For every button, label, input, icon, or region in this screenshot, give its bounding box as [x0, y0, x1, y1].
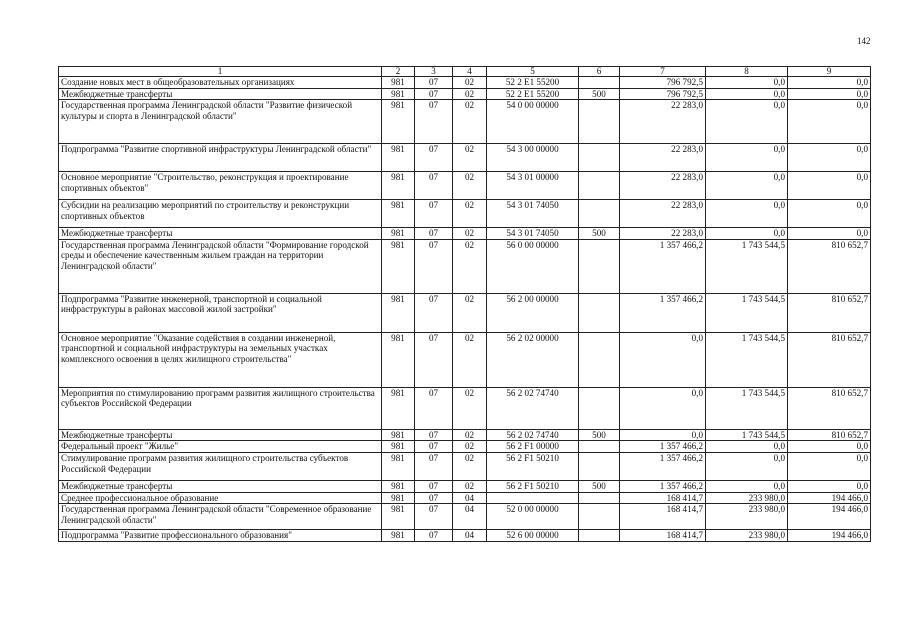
row-grbs: 981	[382, 172, 415, 200]
table-row	[59, 200, 871, 228]
table-header-row	[59, 67, 871, 77]
row-amount-year1: 168 414,7	[620, 530, 706, 542]
row-amount-year2: 0,0	[706, 480, 788, 492]
row-name: Государственная программа Ленинградской области "Развитие физической культуры и спорта в Ленинградской области"	[59, 100, 382, 144]
row-target-code: 56 2 F1 50210	[487, 480, 579, 492]
row-amount-year1: 1 357 466,2	[620, 480, 706, 492]
row-section: 07	[415, 429, 453, 441]
row-section: 07	[415, 441, 453, 453]
row-target-code: 54 3 00 00000	[487, 144, 579, 172]
row-amount-year1: 22 283,0	[620, 200, 706, 228]
column-header: 1	[59, 67, 382, 77]
row-grbs: 981	[382, 88, 415, 100]
row-expense-type	[579, 77, 620, 89]
row-expense-type: 500	[579, 480, 620, 492]
row-expense-type	[579, 293, 620, 332]
row-section: 07	[415, 387, 453, 429]
row-amount-year1: 796 792,5	[620, 77, 706, 89]
row-amount-year1: 22 283,0	[620, 100, 706, 144]
row-section: 07	[415, 88, 453, 100]
row-grbs: 981	[382, 530, 415, 542]
row-grbs: 981	[382, 441, 415, 453]
column-header: 5	[487, 67, 579, 77]
row-amount-year3: 194 466,0	[788, 530, 871, 542]
row-amount-year1: 0,0	[620, 387, 706, 429]
row-amount-year3: 810 652,7	[788, 293, 871, 332]
row-expense-type	[579, 200, 620, 228]
row-name: Межбюджетные трансферты	[59, 429, 382, 441]
row-name: Федеральный проект "Жилье"	[59, 441, 382, 453]
row-subsection: 02	[453, 387, 487, 429]
table-row	[59, 293, 871, 332]
table-row	[59, 332, 871, 387]
row-target-code: 56 2 02 74740	[487, 387, 579, 429]
row-subsection: 02	[453, 200, 487, 228]
row-grbs: 981	[382, 332, 415, 387]
table-row	[59, 441, 871, 453]
row-amount-year3: 0,0	[788, 77, 871, 89]
row-amount-year3: 0,0	[788, 480, 871, 492]
row-expense-type: 500	[579, 429, 620, 441]
row-amount-year2: 233 980,0	[706, 492, 788, 504]
row-section: 07	[415, 480, 453, 492]
row-amount-year3: 0,0	[788, 100, 871, 144]
row-section: 07	[415, 530, 453, 542]
row-expense-type: 500	[579, 88, 620, 100]
row-section: 07	[415, 452, 453, 480]
table-row	[59, 480, 871, 492]
row-name: Межбюджетные трансферты	[59, 88, 382, 100]
row-amount-year3: 0,0	[788, 172, 871, 200]
row-amount-year2: 0,0	[706, 452, 788, 480]
row-section: 07	[415, 332, 453, 387]
row-subsection: 02	[453, 77, 487, 89]
row-subsection: 02	[453, 441, 487, 453]
table-row	[59, 239, 871, 293]
row-amount-year2: 1 743 544,5	[706, 332, 788, 387]
row-amount-year2: 0,0	[706, 441, 788, 453]
row-grbs: 981	[382, 293, 415, 332]
row-subsection: 02	[453, 100, 487, 144]
row-amount-year3: 810 652,7	[788, 239, 871, 293]
row-grbs: 981	[382, 77, 415, 89]
row-section: 07	[415, 77, 453, 89]
table-row	[59, 452, 871, 480]
row-section: 07	[415, 293, 453, 332]
row-amount-year1: 1 357 466,2	[620, 293, 706, 332]
row-subsection: 02	[453, 88, 487, 100]
row-amount-year2: 0,0	[706, 77, 788, 89]
row-section: 07	[415, 144, 453, 172]
table-row	[59, 429, 871, 441]
row-amount-year2: 0,0	[706, 172, 788, 200]
row-amount-year2: 233 980,0	[706, 504, 788, 530]
row-expense-type	[579, 172, 620, 200]
row-amount-year3: 810 652,7	[788, 429, 871, 441]
row-name: Государственная программа Ленинградской области "Формирование городской среды и обеспечение качественным жильем граждан на территории Ленинградской области"	[59, 239, 382, 293]
row-name: Субсидии на реализацию мероприятий по строительству и реконструкции спортивных объектов	[59, 200, 382, 228]
row-section: 07	[415, 228, 453, 240]
row-expense-type	[579, 332, 620, 387]
row-grbs: 981	[382, 144, 415, 172]
row-expense-type	[579, 239, 620, 293]
row-target-code: 54 0 00 00000	[487, 100, 579, 144]
row-amount-year1: 0,0	[620, 332, 706, 387]
row-name: Подпрограмма "Развитие спортивной инфраструктуры Ленинградской области"	[59, 144, 382, 172]
table-row	[59, 88, 871, 100]
row-amount-year2: 0,0	[706, 88, 788, 100]
row-expense-type: 500	[579, 228, 620, 240]
table-row	[59, 530, 871, 542]
row-target-code: 54 3 01 74050	[487, 228, 579, 240]
column-header: 7	[620, 67, 706, 77]
row-target-code: 52 0 00 00000	[487, 504, 579, 530]
row-expense-type	[579, 530, 620, 542]
row-subsection: 02	[453, 144, 487, 172]
row-amount-year3: 0,0	[788, 88, 871, 100]
row-subsection: 04	[453, 530, 487, 542]
row-name: Межбюджетные трансферты	[59, 480, 382, 492]
row-amount-year1: 22 283,0	[620, 172, 706, 200]
row-section: 07	[415, 239, 453, 293]
row-section: 07	[415, 492, 453, 504]
row-section: 07	[415, 100, 453, 144]
row-name: Межбюджетные трансферты	[59, 228, 382, 240]
column-header: 3	[415, 67, 453, 77]
row-amount-year3: 0,0	[788, 144, 871, 172]
row-amount-year2: 1 743 544,5	[706, 387, 788, 429]
row-amount-year2: 0,0	[706, 144, 788, 172]
row-grbs: 981	[382, 452, 415, 480]
row-target-code: 54 3 01 74050	[487, 200, 579, 228]
row-expense-type	[579, 387, 620, 429]
row-section: 07	[415, 504, 453, 530]
column-header: 2	[382, 67, 415, 77]
row-target-code: 56 2 00 00000	[487, 293, 579, 332]
row-amount-year3: 0,0	[788, 200, 871, 228]
row-amount-year1: 1 357 466,2	[620, 452, 706, 480]
row-amount-year1: 1 357 466,2	[620, 441, 706, 453]
row-grbs: 981	[382, 239, 415, 293]
row-target-code: 56 2 F1 50210	[487, 452, 579, 480]
row-subsection: 02	[453, 452, 487, 480]
page-number: 142	[857, 36, 871, 46]
row-grbs: 981	[382, 480, 415, 492]
row-name: Стимулирование программ развития жилищного строительства субъектов Российской Федерации	[59, 452, 382, 480]
row-amount-year2: 1 743 544,5	[706, 239, 788, 293]
row-amount-year3: 810 652,7	[788, 332, 871, 387]
row-subsection: 02	[453, 429, 487, 441]
row-subsection: 02	[453, 293, 487, 332]
row-grbs: 981	[382, 228, 415, 240]
row-name: Подпрограмма "Развитие инженерной, транспортной и социальной инфраструктуры в районах массовой жилой застройки"	[59, 293, 382, 332]
row-grbs: 981	[382, 200, 415, 228]
column-header: 8	[706, 67, 788, 77]
table-row	[59, 492, 871, 504]
row-target-code: 54 3 01 00000	[487, 172, 579, 200]
row-target-code: 52 2 E1 55200	[487, 77, 579, 89]
row-target-code: 52 2 E1 55200	[487, 88, 579, 100]
row-amount-year2: 233 980,0	[706, 530, 788, 542]
row-target-code: 56 2 02 74740	[487, 429, 579, 441]
row-amount-year1: 796 792,5	[620, 88, 706, 100]
column-header: 6	[579, 67, 620, 77]
row-grbs: 981	[382, 100, 415, 144]
budget-table	[58, 66, 871, 542]
row-amount-year3: 0,0	[788, 452, 871, 480]
table-body	[59, 77, 871, 542]
row-grbs: 981	[382, 492, 415, 504]
row-subsection: 02	[453, 228, 487, 240]
row-grbs: 981	[382, 387, 415, 429]
row-name: Государственная программа Ленинградской области "Современное образование Ленинградской области"	[59, 504, 382, 530]
table-row	[59, 100, 871, 144]
row-name: Среднее профессиональное образование	[59, 492, 382, 504]
row-subsection: 04	[453, 504, 487, 530]
row-amount-year2: 0,0	[706, 100, 788, 144]
row-amount-year1: 22 283,0	[620, 228, 706, 240]
row-amount-year1: 0,0	[620, 429, 706, 441]
row-amount-year2: 1 743 544,5	[706, 293, 788, 332]
row-section: 07	[415, 172, 453, 200]
row-expense-type	[579, 504, 620, 530]
row-section: 07	[415, 200, 453, 228]
row-subsection: 02	[453, 239, 487, 293]
table-row	[59, 228, 871, 240]
row-name: Основное мероприятие "Оказание содействия в создании инженерной, транспортной и социальной инфраструктуры на земельных участках комплексного освоения в целях жилищного строительства"	[59, 332, 382, 387]
row-subsection: 02	[453, 172, 487, 200]
row-name: Основное мероприятие "Строительство, реконструкция и проектирование спортивных объектов"	[59, 172, 382, 200]
row-grbs: 981	[382, 429, 415, 441]
row-target-code: 56 0 00 00000	[487, 239, 579, 293]
row-grbs: 981	[382, 504, 415, 530]
table-row	[59, 77, 871, 89]
row-amount-year3: 810 652,7	[788, 387, 871, 429]
row-amount-year2: 0,0	[706, 228, 788, 240]
row-target-code: 52 6 00 00000	[487, 530, 579, 542]
row-amount-year3: 194 466,0	[788, 492, 871, 504]
row-expense-type	[579, 441, 620, 453]
row-amount-year3: 0,0	[788, 228, 871, 240]
row-target-code: 56 2 02 00000	[487, 332, 579, 387]
row-amount-year1: 1 357 466,2	[620, 239, 706, 293]
row-amount-year3: 194 466,0	[788, 504, 871, 530]
row-name: Подпрограмма "Развитие профессионального образования"	[59, 530, 382, 542]
row-expense-type	[579, 100, 620, 144]
row-expense-type	[579, 492, 620, 504]
row-subsection: 02	[453, 480, 487, 492]
table-row	[59, 387, 871, 429]
row-amount-year1: 168 414,7	[620, 504, 706, 530]
row-target-code	[487, 492, 579, 504]
row-name: Создание новых мест в общеобразовательных организациях	[59, 77, 382, 89]
row-amount-year2: 0,0	[706, 200, 788, 228]
table-row	[59, 504, 871, 530]
row-subsection: 02	[453, 332, 487, 387]
row-amount-year1: 22 283,0	[620, 144, 706, 172]
row-expense-type	[579, 144, 620, 172]
column-header: 9	[788, 67, 871, 77]
row-amount-year2: 1 743 544,5	[706, 429, 788, 441]
row-amount-year3: 0,0	[788, 441, 871, 453]
row-amount-year1: 168 414,7	[620, 492, 706, 504]
row-subsection: 04	[453, 492, 487, 504]
column-header: 4	[453, 67, 487, 77]
table-row	[59, 172, 871, 200]
table-row	[59, 144, 871, 172]
row-name: Мероприятия по стимулированию программ развития жилищного строительства субъектов Российской Федерации	[59, 387, 382, 429]
row-target-code: 56 2 F1 00000	[487, 441, 579, 453]
row-expense-type	[579, 452, 620, 480]
